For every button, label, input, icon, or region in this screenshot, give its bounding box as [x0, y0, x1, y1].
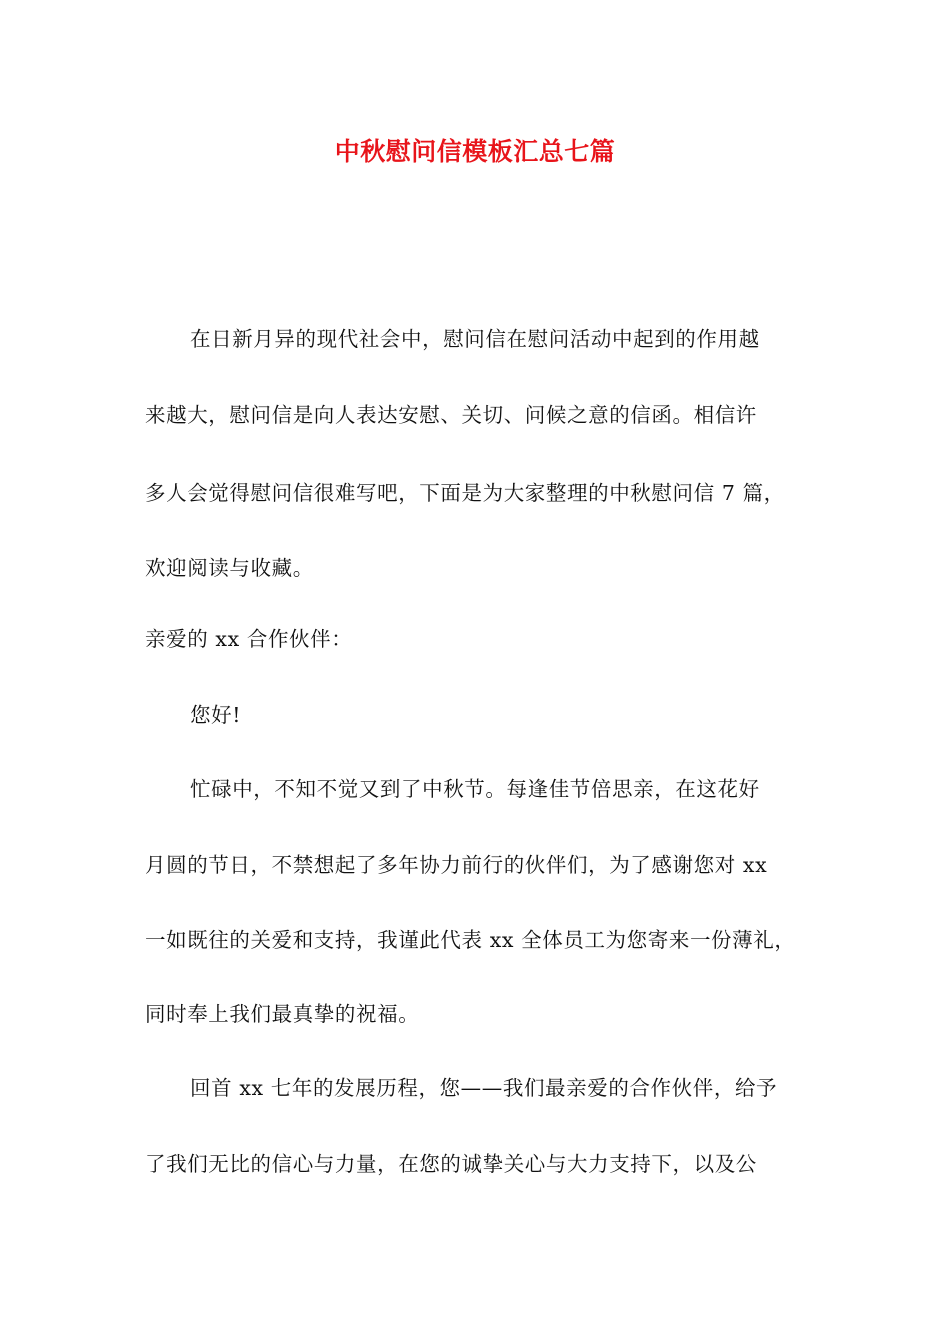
paragraph-line: 同时奉上我们最真挚的祝福。 [145, 1002, 420, 1026]
paragraph-line: 回首 xx 七年的发展历程，您——我们最亲爱的合作伙伴，给予 [190, 1076, 778, 1100]
paragraph-line: 了我们无比的信心与力量，在您的诚挚关心与大力支持下，以及公 [145, 1152, 757, 1176]
salutation-line: 亲爱的 xx 合作伙伴： [145, 627, 353, 651]
paragraph-line: 忙碌中，不知不觉又到了中秋节。每逢佳节倍思亲，在这花好 [190, 777, 760, 801]
paragraph-line: 在日新月异的现代社会中，慰问信在慰问活动中起到的作用越 [190, 327, 760, 351]
paragraph-line: 来越大，慰问信是向人表达安慰、关切、问候之意的信函。相信许 [145, 403, 757, 427]
paragraph-line: 一如既往的关爱和支持，我谨此代表 xx 全体员工为您寄来一份薄礼， [145, 928, 796, 952]
paragraph-line: 月圆的节日，不禁想起了多年协力前行的伙伴们，为了感谢您对 xx [145, 853, 768, 877]
document-title: 中秋慰问信模板汇总七篇 [334, 137, 616, 166]
greeting-line: 您好! [190, 703, 242, 727]
paragraph-line: 欢迎阅读与收藏。 [145, 556, 314, 580]
paragraph-line: 多人会觉得慰问信很难写吧，下面是为大家整理的中秋慰问信 7 篇， [145, 481, 785, 505]
